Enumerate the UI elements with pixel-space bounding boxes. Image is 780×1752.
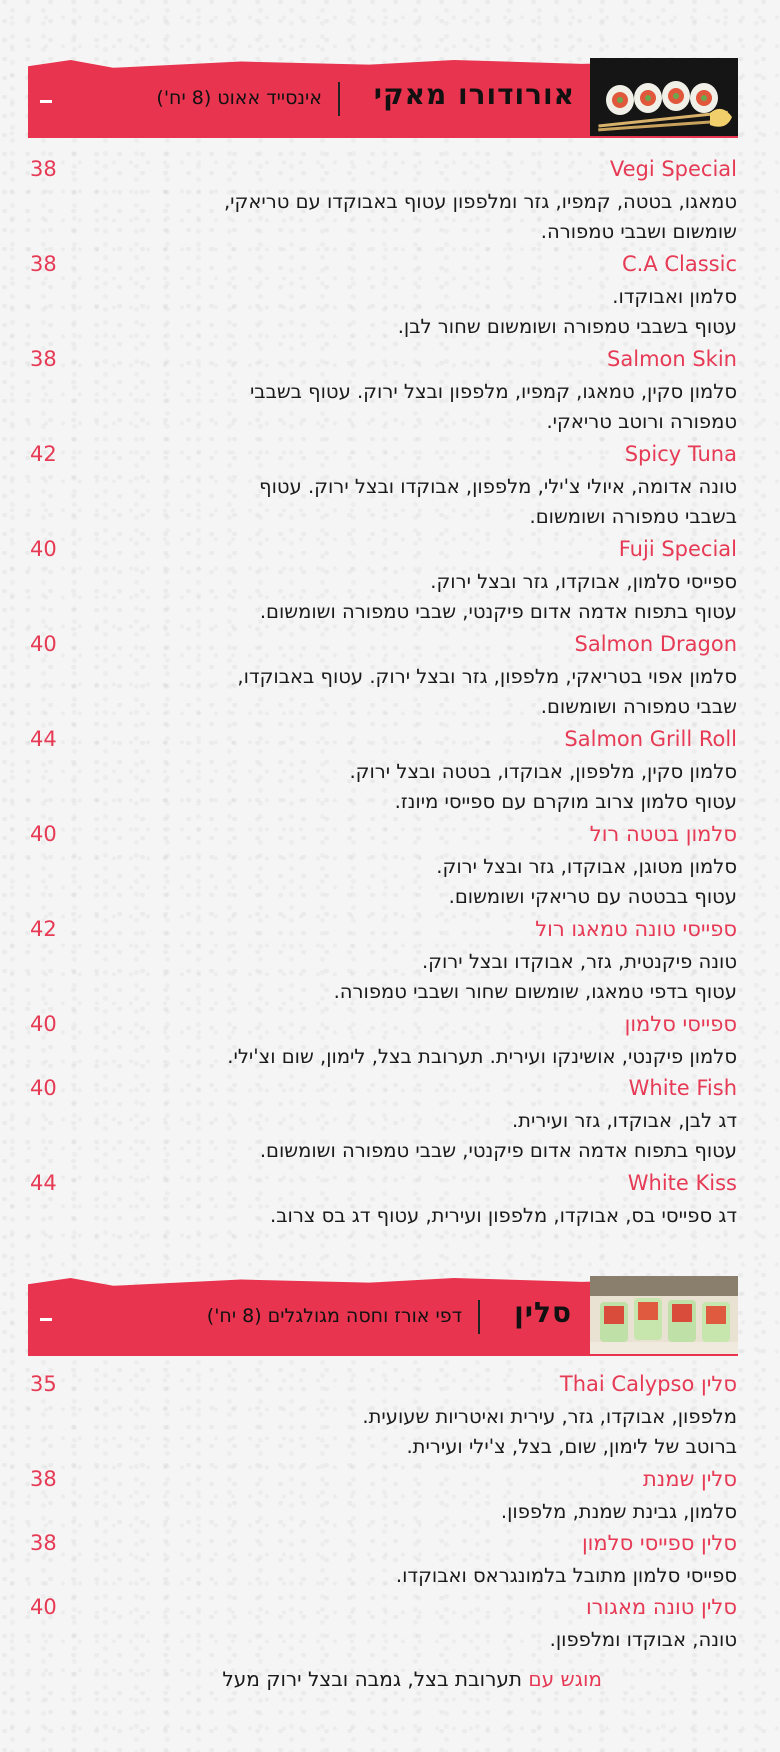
item-description — [37, 567, 737, 627]
item-price: 40 — [30, 1076, 57, 1100]
item-name: C.A Classic — [621, 252, 737, 276]
item-description-line: עטוף סלמון צרוב מוקרם עם ספייסי מיונז. — [394, 790, 737, 813]
item-description-line: סלמון אפוי בטריאקי, מלפפון, גזר ובצל ירוק. עטוף באבוקדו, — [237, 665, 737, 688]
item-description-line: טונה, אבוקדו ומלפפון. — [549, 1628, 737, 1651]
item-description-line: סלמון סקין, טמאגו, קמפיו, מלפפון ובצל ירוק. עטוף בשבבי — [249, 380, 737, 403]
item-description-line: טמאגו, בטטה, קמפיו, גזר ומלפפון עטוף באבוקדו עם טריאקי, — [223, 190, 737, 213]
item-name: Fuji Special — [618, 537, 737, 561]
item-name: ספייסי טונה טמאגו רול — [535, 917, 737, 941]
item-description-line: סלמון, גבינת שמנת, מלפפון. — [500, 1500, 737, 1523]
serving-note-accent: מוגש עם — [528, 1667, 602, 1691]
item-name: סלין טונה מאגורו — [585, 1595, 737, 1619]
salad-rolls-photo-icon — [590, 1276, 738, 1354]
item-price: 38 — [30, 1531, 57, 1555]
item-description-line: עטוף בבטטה עם טריאקי ושומשום. — [448, 885, 737, 908]
title-divider — [478, 1300, 480, 1334]
item-description — [37, 282, 737, 342]
item-description — [37, 947, 737, 1007]
item-description-line: טמפורה ורוטב טריאקי. — [546, 410, 737, 433]
section-title: אורודורו מאקי — [373, 78, 575, 111]
item-description-line: דג לבן, אבוקדו, גזר ועירית. — [511, 1109, 737, 1132]
item-description — [37, 377, 737, 437]
item-description — [37, 1625, 737, 1655]
item-description-line: עטוף בדפי טמאגו, שומשום שחור ושבבי טמפורה. — [333, 980, 737, 1003]
item-name: ספייסי סלמון — [624, 1012, 737, 1036]
item-name: סלין שמנת — [642, 1467, 737, 1491]
item-price: 40 — [30, 537, 57, 561]
item-description — [37, 187, 737, 247]
item-price: 40 — [30, 1595, 57, 1619]
section-subtitle: אינסייד אאוט (8 יח') — [156, 87, 322, 109]
item-name: Salmon Skin — [607, 347, 737, 371]
item-description — [37, 1402, 737, 1462]
item-description-line: טונה אדומה, איולי צ'ילי, מלפפון, אבוקדו ובצל ירוק. עטוף — [259, 475, 737, 498]
item-description-line: בשבבי טמפורה ושומשום. — [529, 505, 737, 528]
section-subtitle: דפי אורז וחסה מגולגלים (8 יח') — [206, 1305, 462, 1327]
item-description-line: עטוף בתפוח אדמה אדום פיקנטי, שבבי טמפורה ושומשום. — [259, 1139, 737, 1162]
item-name: Salmon Dragon — [574, 632, 737, 656]
item-description-line: סלמון סקין, מלפפון, אבוקדו, בטטה ובצל ירוק. — [349, 760, 737, 783]
item-name: Spicy Tuna — [624, 442, 737, 466]
item-description-line: דג ספייסי בס, אבוקדו, מלפפון ועירית, עטוף דג בס צרוב. — [270, 1204, 737, 1227]
item-name: White Kiss — [627, 1171, 737, 1195]
item-description — [37, 757, 737, 817]
item-price: 38 — [30, 347, 57, 371]
item-description-line: סלמון מטוגן, אבוקדו, גזר ובצל ירוק. — [436, 855, 737, 878]
item-name: סלין ספייסי סלמון — [581, 1531, 737, 1555]
item-price: 40 — [30, 1012, 57, 1036]
item-price: 44 — [30, 1171, 57, 1195]
item-name: סלין Thai Calypso — [559, 1372, 737, 1396]
banner-dash — [40, 1318, 52, 1321]
item-description — [37, 1042, 737, 1072]
item-description-line: מלפפון, אבוקדו, גזר, עירית ואיטריות שעועית. — [362, 1405, 737, 1428]
item-price: 35 — [30, 1372, 57, 1396]
item-description-line: ברוטב של לימון, שום, בצל, צ'ילי ועירית. — [406, 1435, 737, 1458]
item-description-line: ספייסי סלמון מתובל בלמונגראס ואבוקדו. — [395, 1564, 737, 1587]
item-description-line: סלמון ואבוקדו. — [612, 285, 737, 308]
serving-note — [222, 1667, 602, 1691]
item-description — [37, 1106, 737, 1166]
item-price: 38 — [30, 252, 57, 276]
item-description — [37, 662, 737, 722]
item-description-line: עטוף בשבבי טמפורה ושומשום שחור לבן. — [397, 315, 737, 338]
item-description — [37, 472, 737, 532]
item-price: 42 — [30, 917, 57, 941]
item-price: 38 — [30, 1467, 57, 1491]
item-price: 40 — [30, 632, 57, 656]
item-name: White Fish — [628, 1076, 737, 1100]
item-name: Salmon Grill Roll — [564, 727, 737, 751]
item-description-line: שומשום ושבבי טמפורה. — [540, 220, 737, 243]
serving-note-text: תערובת בצל, גמבה ובצל ירוק מעל — [222, 1667, 529, 1691]
item-description — [37, 1497, 737, 1527]
item-description — [37, 1201, 737, 1231]
item-description-line: סלמון פיקנטי, אושינקו ועירית. תערובת בצל, לימון, שום וצ'ילי. — [227, 1045, 737, 1068]
item-price: 40 — [30, 822, 57, 846]
item-description-line: שבבי טמפורה ושומשום. — [540, 695, 737, 718]
item-price: 38 — [30, 157, 57, 181]
item-description-line: ספייסי סלמון, אבוקדו, גזר ובצל ירוק. — [430, 570, 737, 593]
item-price: 42 — [30, 442, 57, 466]
item-description-line: טונה פיקנטית, גזר, אבוקדו ובצל ירוק. — [421, 950, 737, 973]
item-description — [37, 1561, 737, 1591]
item-name: Vegi Special — [609, 157, 737, 181]
item-price: 44 — [30, 727, 57, 751]
item-description-line: עטוף בתפוח אדמה אדום פיקנטי, שבבי טמפורה ושומשום. — [259, 600, 737, 623]
item-name: סלמון בטטה רול — [589, 822, 737, 846]
item-description — [37, 852, 737, 912]
section-title: סלין — [514, 1296, 572, 1329]
